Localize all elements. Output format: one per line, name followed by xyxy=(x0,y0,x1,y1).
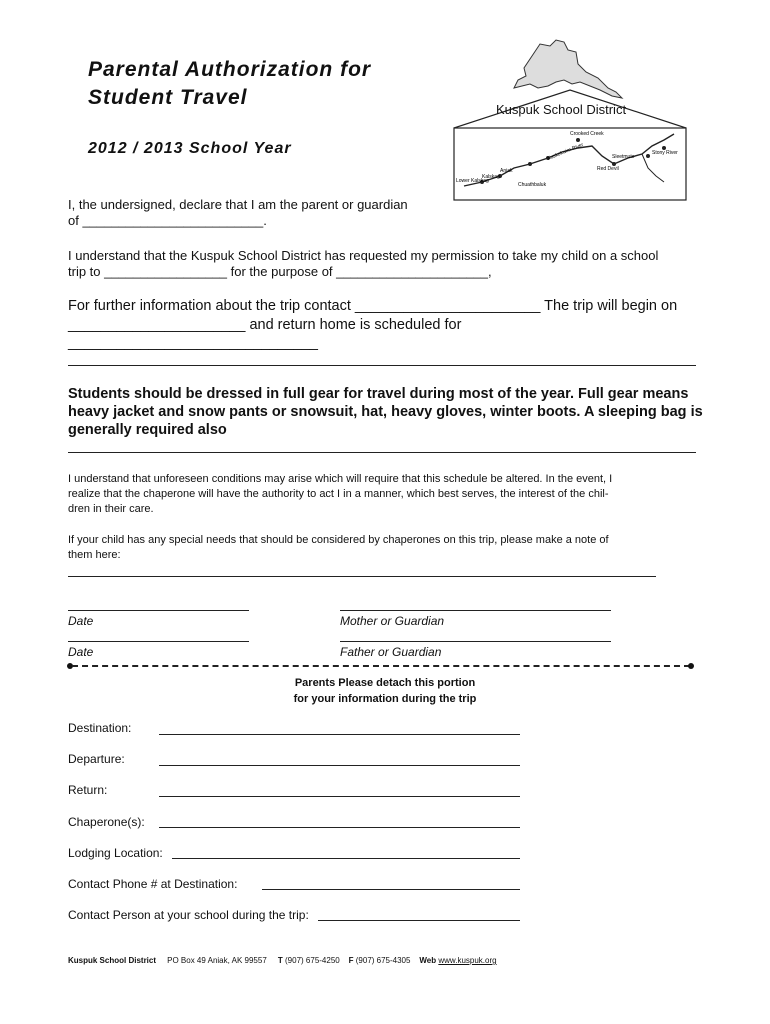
contact-line-2: ______________________ and return home is scheduled for xyxy=(68,317,462,333)
school-year: 2012 / 2013 School Year xyxy=(88,140,292,157)
footer-web-label: Web xyxy=(419,956,437,965)
phone-field[interactable] xyxy=(262,889,520,890)
conditions-line-2: realize that the chaperone will have the authority to act I in a manner, which best serves, the interest of the chil- xyxy=(68,488,609,500)
return-field[interactable] xyxy=(159,796,520,797)
footer-org: Kuspuk School District xyxy=(68,956,157,965)
permission-line-2: trip to _________________ for the purpose of _____________________, xyxy=(68,264,492,279)
footer-fax: (907) 675-4305 xyxy=(355,956,411,965)
special-needs-field[interactable] xyxy=(68,576,656,577)
date-1-field[interactable] xyxy=(68,610,249,611)
map-label: Aniak xyxy=(500,168,513,174)
mother-label: Mother or Guardian xyxy=(340,614,445,628)
date-2-label: Date xyxy=(68,645,94,659)
declaration-line-2: of _________________________. xyxy=(68,213,267,228)
divider xyxy=(68,452,696,453)
lodging-label: Lodging Location: xyxy=(68,846,163,860)
map-label: Lower Kalskag xyxy=(456,178,489,184)
destination-field[interactable] xyxy=(159,734,520,735)
footer-fax-label: F xyxy=(348,956,354,965)
contact-line-1: For further information about the trip contact _______________________ The trip will begin on xyxy=(68,298,678,314)
map-label: Sleetmute xyxy=(612,154,635,160)
footer-phone: (907) 675-4250 xyxy=(285,956,340,965)
map-label: Crooked Creek xyxy=(570,131,604,137)
lodging-field[interactable] xyxy=(172,858,520,859)
title-line-2: Student Travel xyxy=(88,86,248,109)
contact-person-field[interactable] xyxy=(318,920,520,921)
map-label: Stony River xyxy=(652,150,678,156)
date-1-label: Date xyxy=(68,614,94,628)
divider xyxy=(68,365,696,366)
alaska-map-icon xyxy=(452,36,690,216)
phone-label: Contact Phone # at Destination: xyxy=(68,877,238,891)
logo-label: Kuspuk School District xyxy=(496,102,627,117)
father-label: Father or Guardian xyxy=(340,645,442,659)
return-label: Return: xyxy=(68,783,108,797)
conditions-line-3: dren in their care. xyxy=(68,503,154,515)
departure-field[interactable] xyxy=(159,765,520,766)
father-signature-field[interactable] xyxy=(340,641,611,642)
destination-label: Destination: xyxy=(68,721,132,735)
conditions-line-1: I understand that unforeseen conditions may arise which will require that this schedule be altered. In the event, I xyxy=(68,473,613,485)
footer-address: PO Box 49 Aniak, AK 99557 xyxy=(167,956,267,965)
footer-phone-label: T xyxy=(277,956,283,965)
map-label: Chuathbaluk xyxy=(518,182,547,188)
contact-person-label: Contact Person at your school during the trip: xyxy=(68,908,309,922)
cut-dot-right xyxy=(688,663,694,669)
map-label: Kuskokwim River xyxy=(546,141,585,162)
permission-line-1: I understand that the Kuspuk School District has requested my permission to take my child on a school xyxy=(68,248,659,263)
special-needs-line-1: If your child has any special needs that should be considered by chaperones on this trip, please make a note of xyxy=(68,534,609,546)
contact-line-3: _______________________________ xyxy=(68,335,318,351)
title-line-1: Parental Authorization for xyxy=(88,58,372,81)
map-label: Red Devil xyxy=(597,166,619,172)
chaperones-field[interactable] xyxy=(159,827,520,828)
mother-signature-field[interactable] xyxy=(340,610,611,611)
declaration-line-1: I, the undersigned, declare that I am the parent or guardian xyxy=(68,197,408,212)
map-label: Kalskag xyxy=(482,174,500,180)
dress-notice: Students should be dressed in full gear for travel during most of the year. Full gear means heavy jacket and snow pants or snowsuit, hat, heavy gloves, winter boots. A sleeping bag is generally required also xyxy=(68,386,703,438)
detach-line-2: for your information during the trip xyxy=(293,693,477,705)
chaperones-label: Chaperone(s): xyxy=(68,815,145,829)
departure-label: Departure: xyxy=(68,752,125,766)
cut-line xyxy=(72,665,690,667)
footer-web-link[interactable]: www.kuspuk.org xyxy=(438,956,497,965)
date-2-field[interactable] xyxy=(68,641,249,642)
footer xyxy=(68,956,497,965)
detach-line-1: Parents Please detach this portion xyxy=(294,677,476,689)
district-logo xyxy=(452,36,690,216)
special-needs-line-2: them here: xyxy=(68,549,121,561)
page-title xyxy=(88,56,448,112)
